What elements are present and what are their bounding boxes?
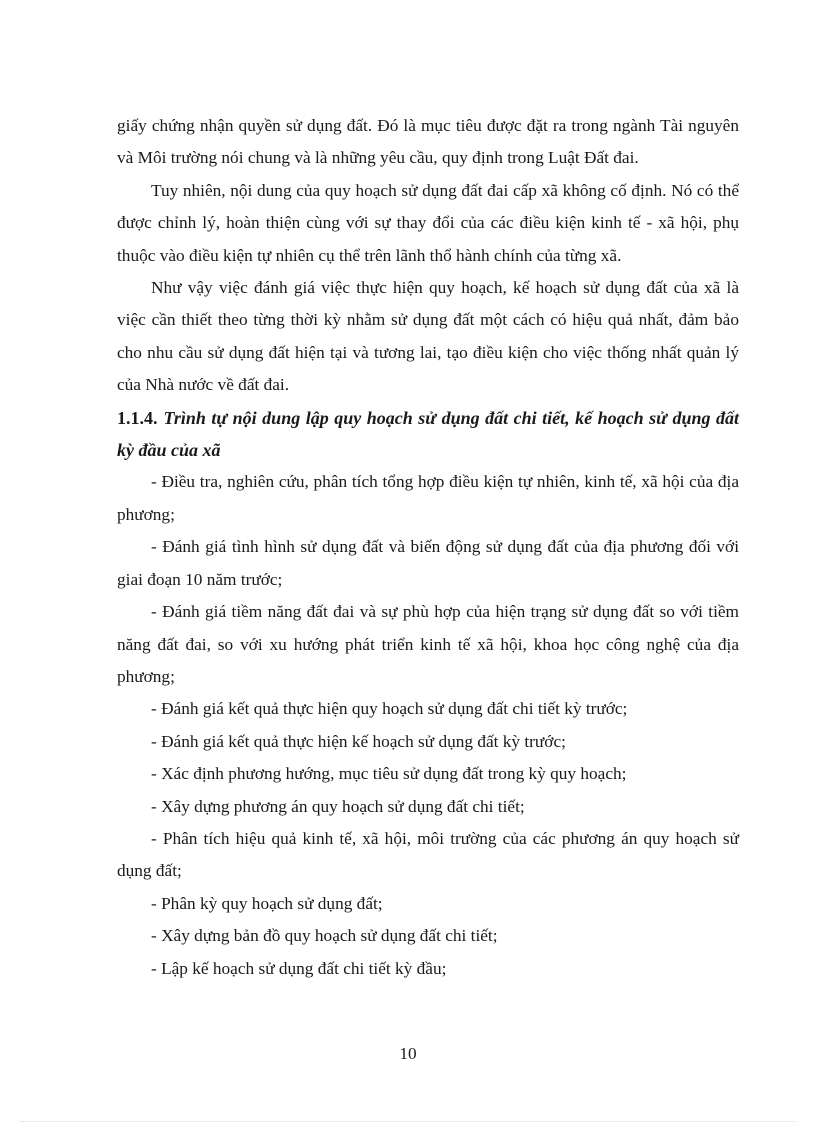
list-item: - Đánh giá tiềm năng đất đai và sự phù hợp của hiện trạng sử dụng đất so với tiềm năng đất đai, so với xu hướng phát triển kinh tế xã hội, khoa học công nghệ của địa phương; (117, 602, 739, 686)
list-item: - Điều tra, nghiên cứu, phân tích tổng hợp điều kiện tự nhiên, kinh tế, xã hội của địa phương; (117, 472, 739, 524)
list-item: - Phân tích hiệu quả kinh tế, xã hội, môi trường của các phương án quy hoạch sử dụng đất; (117, 828, 739, 881)
section-heading (117, 402, 739, 467)
list-item: - Xác định phương hướng, mục tiêu sử dụng đất trong kỳ quy hoạch; (151, 764, 627, 784)
page-body (117, 110, 739, 985)
list-item: - Xây dựng bản đồ quy hoạch sử dụng đất chi tiết; (151, 926, 498, 946)
list-item: - Đánh giá tình hình sử dụng đất và biến động sử dụng đất của địa phương đối với giai đoạn 10 năm trước; (117, 537, 739, 589)
list-item: - Đánh giá kết quả thực hiện quy hoạch sử dụng đất chi tiết kỳ trước; (151, 699, 628, 719)
paragraph: Tuy nhiên, nội dung của quy hoạch sử dụng đất đai cấp xã không cố định. Nó có thể được chỉnh lý, hoàn thiện cùng với sự thay đổi của các điều kiện kinh tế - xã hội, phụ thuộc vào điều kiện tự nhiên cụ thể trên lãnh thổ hành chính của từng xã. (117, 180, 739, 265)
list-item: - Xây dựng phương án quy hoạch sử dụng đất chi tiết; (151, 796, 525, 816)
paragraph: Như vậy việc đánh giá việc thực hiện quy hoạch, kế hoạch sử dụng đất của xã là việc cần thiết theo từng thời kỳ nhằm sử dụng đất một cách có hiệu quả nhất, đảm bảo cho nhu cầu sử dụng đất hiện tại và tương lai, tạo điều kiện cho việc thống nhất quản lý của Nhà nước về đất đai. (117, 278, 739, 395)
section-number: 1.1.4. (117, 407, 158, 428)
list-item: - Phân kỳ quy hoạch sử dụng đất; (151, 893, 383, 913)
page-number: 10 (399, 1044, 417, 1063)
page-bottom-divider (20, 1121, 796, 1122)
list-item: - Lập kế hoạch sử dụng đất chi tiết kỳ đầu; (151, 958, 447, 978)
section-title: Trình tự nội dung lập quy hoạch sử dụng đất chi tiết, kế hoạch sử dụng đất kỳ đầu của xã (117, 407, 739, 461)
paragraph-continuation: giấy chứng nhận quyền sử dụng đất. Đó là mục tiêu được đặt ra trong ngành Tài nguyên và Môi trường nói chung và là những yêu cầu, quy định trong Luật Đất đai. (117, 116, 739, 168)
list-item: - Đánh giá kết quả thực hiện kế hoạch sử dụng đất kỳ trước; (151, 731, 566, 751)
